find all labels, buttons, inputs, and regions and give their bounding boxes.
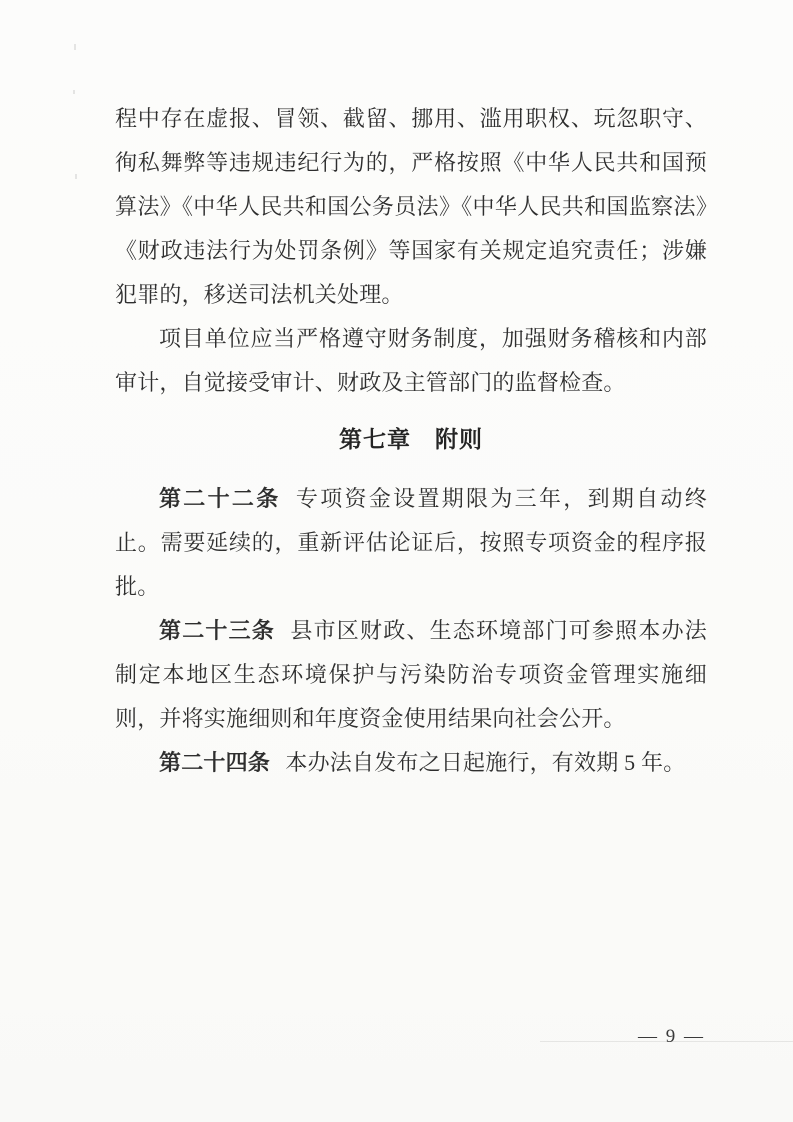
article-23-text: 县市区财政、生态环境部门可参照本办法制定本地区生态环境保护与污染防治专项资金管理实施细则，并将实施细则和年度资金使用结果向社会公开。: [115, 618, 707, 731]
article-22: [115, 477, 707, 609]
scan-artifact: [73, 90, 75, 94]
article-23: [115, 609, 707, 741]
paragraph-financial-discipline: 项目单位应当严格遵守财务制度，加强财务稽核和内部审计，自觉接受审计、财政及主管部门的监督检查。: [115, 326, 707, 395]
paragraph-continuation: 程中存在虚报、冒领、截留、挪用、滥用职权、玩忽职守、徇私舞弊等违规违纪行为的，严格按照《中华人民共和国预算法》《中华人民共和国公务员法》《中华人民共和国监察法》《财政违法行为处罚条例》等国家有关规定追究责任；涉嫌犯罪的，移送司法机关处理。: [115, 106, 707, 307]
article-23-number: 第二十三条: [159, 618, 275, 643]
chapter-heading: 第七章 附则: [339, 427, 483, 452]
scan-artifact: [75, 174, 77, 179]
article-24-number: 第二十四条: [159, 750, 271, 775]
scan-artifact: [74, 44, 76, 50]
page-number: — 9 —: [638, 1026, 705, 1047]
article-24-text: 本办法自发布之日起施行，有效期 5 年。: [285, 750, 686, 775]
article-24: [115, 741, 707, 785]
document-body: [115, 97, 707, 785]
article-22-text: 专项资金设置期限为三年，到期自动终止。需要延续的，重新评估论证后，按照专项资金的程序报批。: [115, 486, 707, 599]
article-22-number: 第二十二条: [159, 486, 281, 511]
